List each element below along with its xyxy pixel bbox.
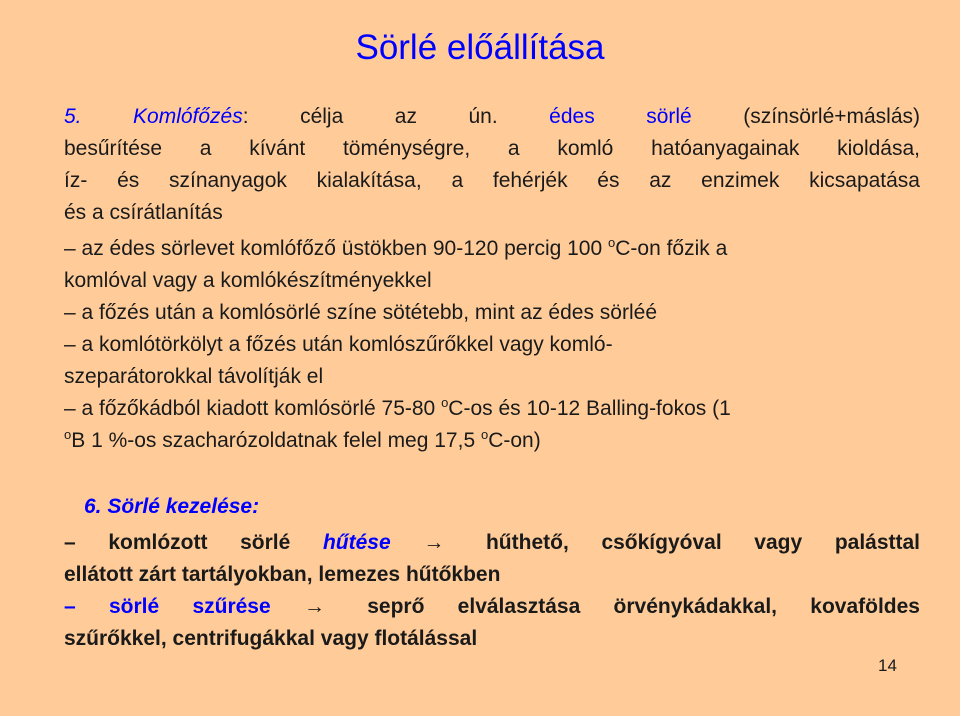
- section5-word: (színsörlé+máslás): [743, 105, 921, 128]
- bullet-4-text: – a főzőkádból kiadott komlósörlé 75-80: [64, 397, 442, 420]
- row3-rest: seprő elválasztása örvénykádakkal, kovaföldes: [367, 595, 920, 618]
- section5-word: az: [394, 105, 417, 128]
- bullet-1-cont: komlóval vagy a komlókészítményekkel: [64, 269, 432, 292]
- row1-term: hűtése: [322, 531, 391, 554]
- bullet-1: [64, 233, 920, 264]
- degree-mark: o: [480, 427, 489, 442]
- row1-rest: hűthető, csőkígyóval vagy palásttal: [485, 531, 921, 554]
- section5-line1: [64, 101, 920, 132]
- section6-row4: szűrőkkel, centrifugákkal vagy flotálással: [64, 627, 478, 650]
- section5-name: Komlófőzés: [133, 105, 243, 128]
- bullet-4-text-end: C-os és 10-12 Balling-fokos (1: [448, 397, 731, 420]
- page-number: 14: [878, 656, 897, 675]
- section6-row3: [64, 591, 920, 622]
- section5-word: célja: [300, 105, 344, 128]
- section6-row2: ellátott zárt tartályokban, lemezes hűtőkben: [64, 563, 501, 586]
- section5-line2: besűrítése a kívánt töménységre, a komló hatóanyagainak kioldása,: [64, 137, 920, 160]
- section5-number: 5.: [64, 105, 82, 128]
- bullet-4-cont-text: B 1 %-os szacharózoldatnak felel meg 17,5: [71, 429, 481, 452]
- bullet-2: – a főzés után a komlósörlé színe sötétebb, mint az édes sörléé: [64, 301, 657, 324]
- degree-mark: o: [441, 395, 449, 410]
- bullet-4-cont-end: C-on): [488, 429, 541, 452]
- arrow-icon: →: [423, 531, 445, 554]
- row3-lead: – sörlé: [64, 595, 160, 618]
- section5-word: ún.: [468, 105, 498, 128]
- degree-mark: o: [64, 427, 72, 442]
- bullet-1-text-end: C-on főzik a: [615, 237, 728, 260]
- slide-title: Sörlé előállítása: [355, 28, 605, 67]
- bullet-3-cont: szeparátorokkal távolítják el: [64, 365, 324, 388]
- row1-lead: – komlózott sörlé: [64, 531, 291, 554]
- arrow-icon: →: [303, 595, 325, 618]
- bullet-4: [64, 393, 920, 424]
- degree-mark: o: [608, 235, 616, 250]
- section5-line4: és a csírátlanítás: [64, 201, 223, 224]
- section5-name-wrap: [133, 105, 249, 128]
- bullet-1-text: – az édes sörlevet komlófőző üstökben 90-120 percig 100: [64, 237, 609, 260]
- section6-heading: 6. Sörlé kezelése:: [84, 495, 260, 518]
- section5-line3: íz- és színanyagok kialakítása, a fehérjék és az enzimek kicsapatása: [64, 169, 920, 192]
- bullet-4-cont: [64, 425, 920, 456]
- row3-term: szűrése: [192, 595, 271, 618]
- section6-row1: [64, 527, 920, 558]
- bullet-3: – a komlótörkölyt a főzés után komlószűrőkkel vagy komló-: [64, 333, 613, 356]
- section5-colon: :: [242, 105, 249, 128]
- section5-term: édes sörlé: [549, 105, 692, 128]
